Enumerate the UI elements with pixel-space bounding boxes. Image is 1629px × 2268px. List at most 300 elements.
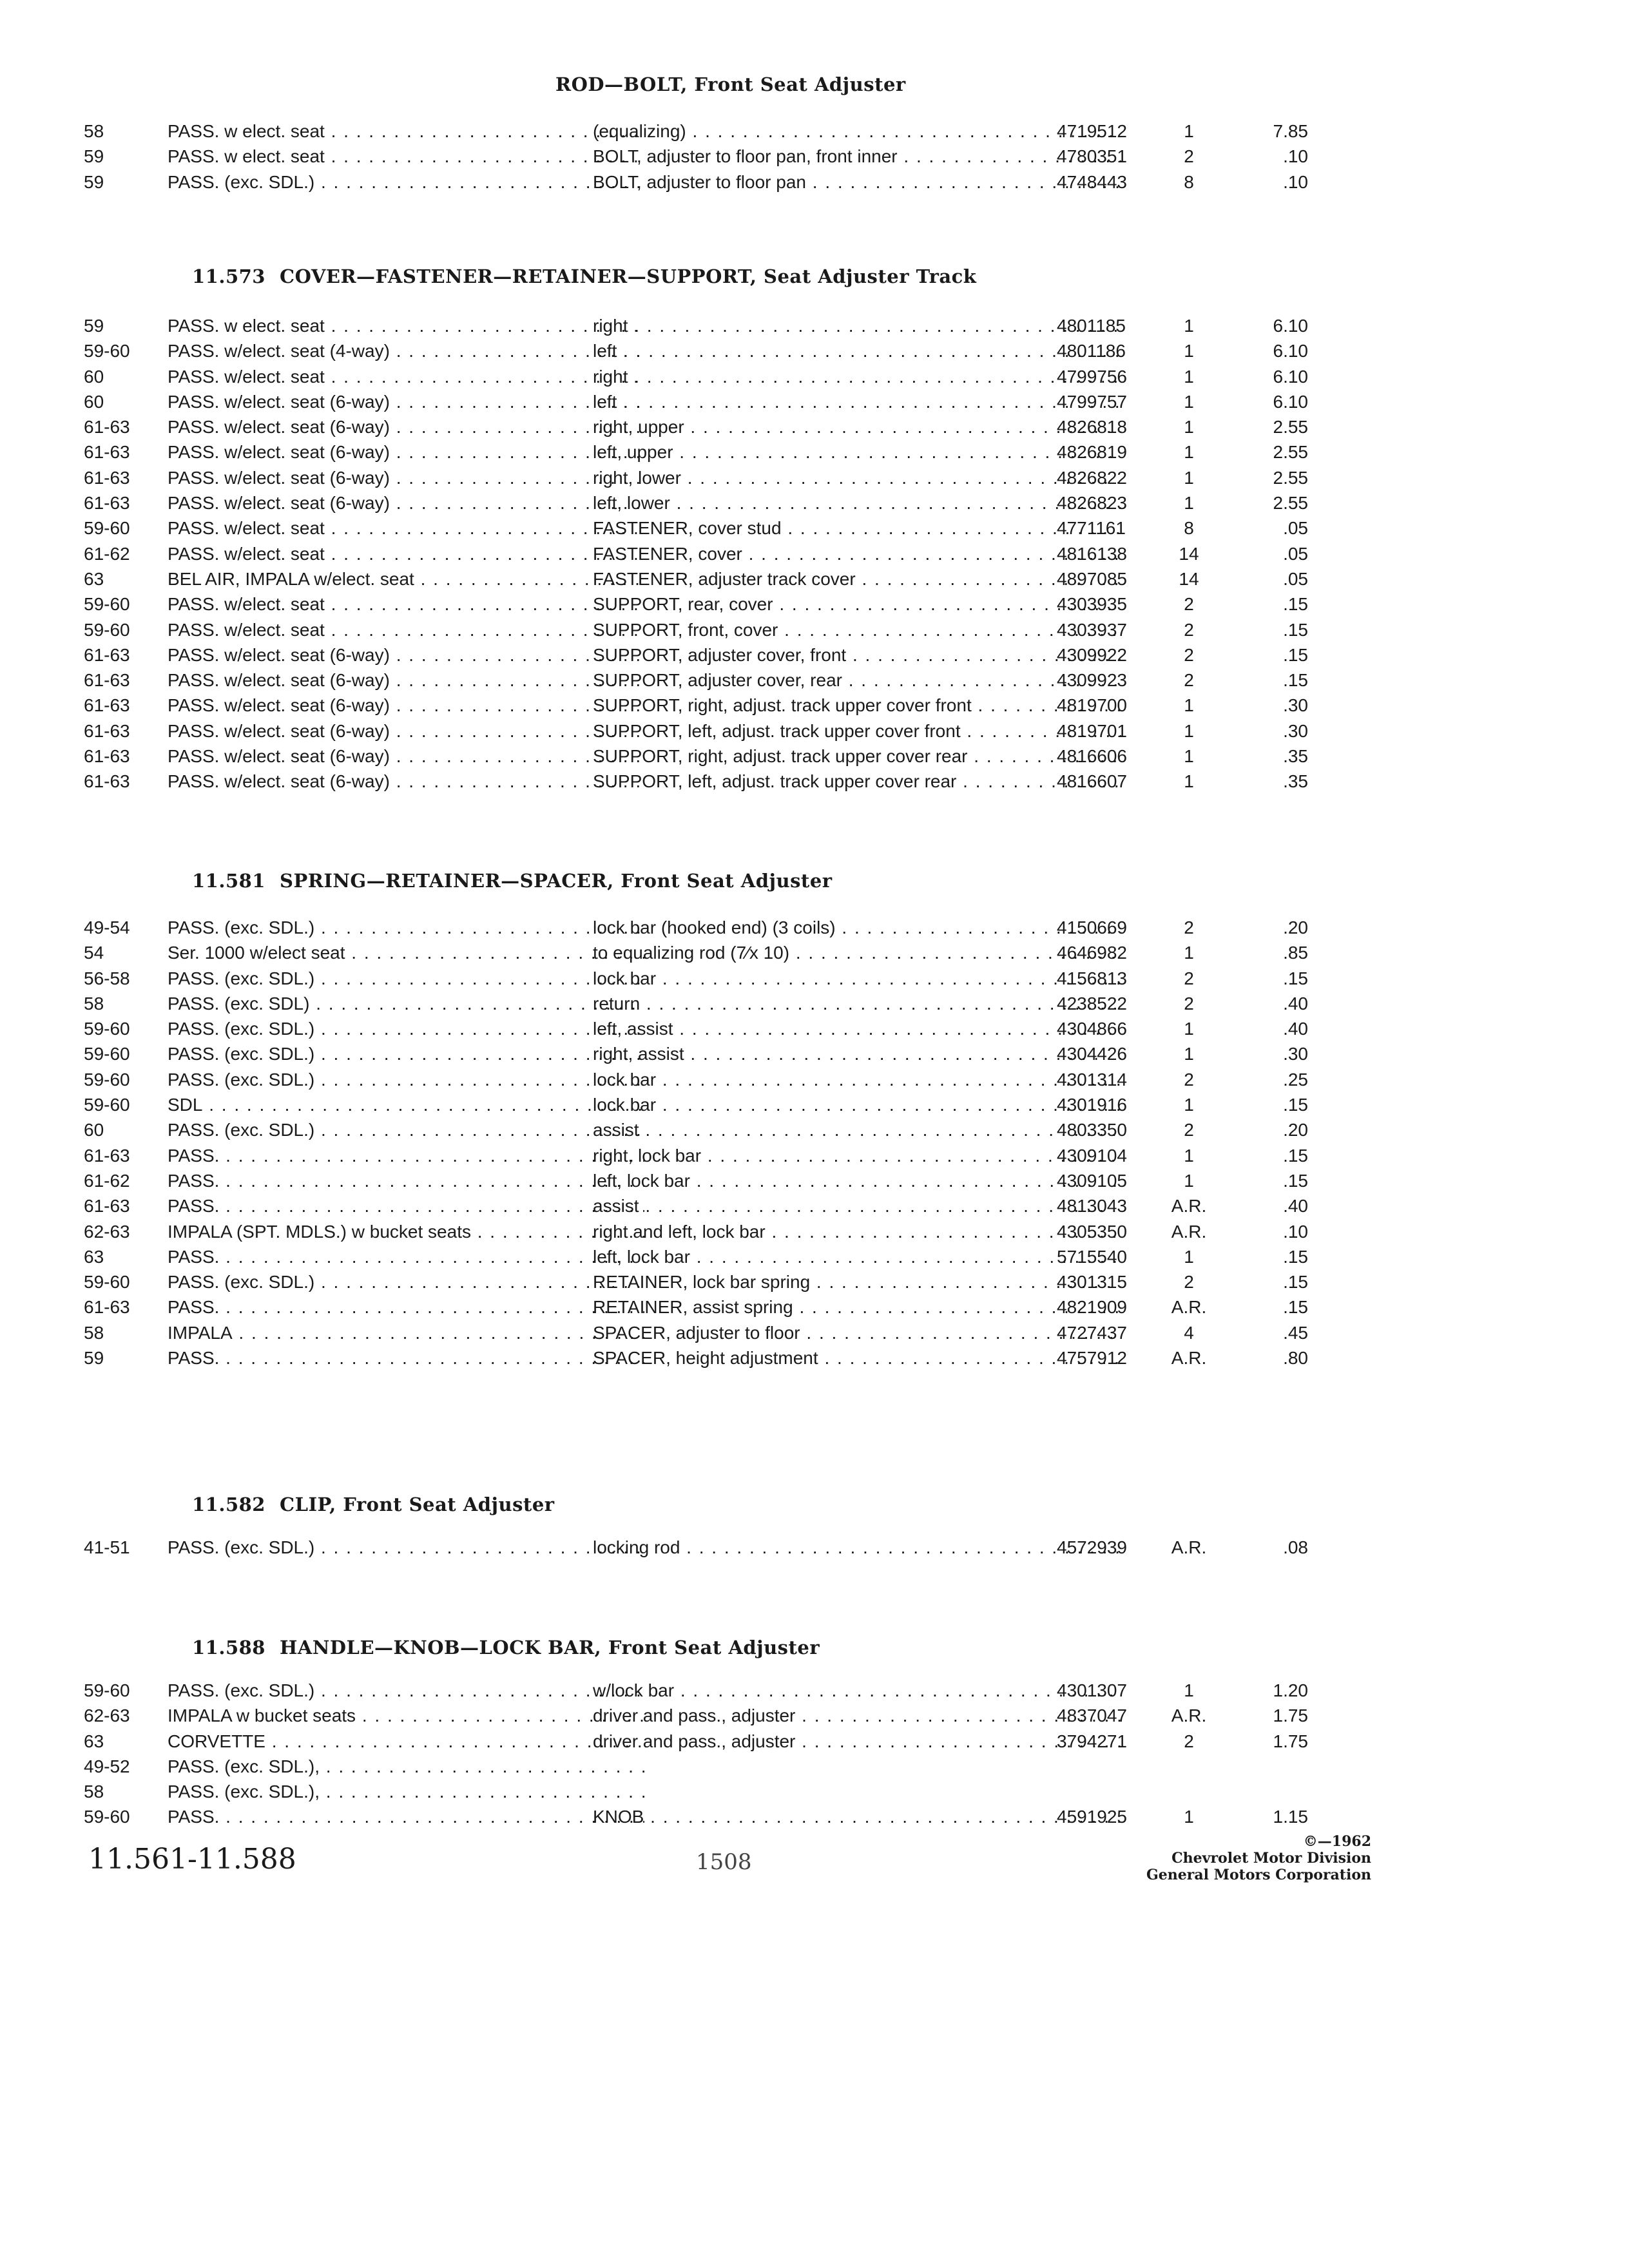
model-year-text: 49-54 — [84, 918, 130, 937]
model-application — [168, 389, 644, 414]
quantity-text: A.R. — [1171, 1221, 1207, 1242]
quantity-text: A.R. — [1171, 1297, 1207, 1318]
price-text: .15 — [1283, 1272, 1308, 1293]
copyright-division: Chevrolet Motor Division — [1171, 1850, 1371, 1867]
price-text: 1.15 — [1273, 1807, 1308, 1827]
quantity — [1153, 1703, 1224, 1728]
part-number — [1057, 991, 1153, 1016]
part-number — [1057, 566, 1153, 591]
quantity-text: 14 — [1179, 568, 1199, 589]
model-application-text: PASS. w/elect. seat — [168, 594, 325, 615]
quantity — [1153, 1729, 1224, 1754]
model-application — [168, 541, 644, 566]
price — [1231, 769, 1308, 794]
part-description — [593, 1294, 1121, 1320]
model-year-text: 61-63 — [84, 644, 130, 665]
price-text: .80 — [1283, 1348, 1308, 1369]
section-title: ROD—BOLT, Front Seat Adjuster — [555, 73, 906, 95]
price-text: 1.20 — [1273, 1680, 1308, 1700]
price-text: .30 — [1283, 720, 1308, 741]
quantity-text: 1 — [1184, 1095, 1194, 1115]
quantity-text: 1 — [1184, 121, 1194, 141]
part-description — [593, 991, 1121, 1016]
table-row — [84, 915, 1308, 940]
model-year-text: 59 — [84, 146, 104, 167]
price — [1231, 515, 1308, 541]
part-number-text: 4303937 — [1057, 619, 1128, 640]
price — [1231, 617, 1308, 642]
price — [1231, 169, 1308, 195]
price — [1231, 668, 1308, 693]
quantity-text: 1 — [1184, 1145, 1194, 1166]
part-description-text: left, upper — [593, 442, 673, 463]
model-year — [84, 490, 161, 515]
part-description — [593, 940, 1121, 965]
model-application-text: IMPALA (SPT. MDLS.) w bucket seats — [168, 1221, 471, 1242]
model-year-text: 61-62 — [84, 543, 130, 564]
part-number-text: 4309922 — [1057, 644, 1128, 665]
model-application-text: CORVETTE — [168, 1731, 265, 1751]
quantity — [1153, 991, 1224, 1016]
quantity-text: 1 — [1184, 467, 1194, 488]
part-description-text: SUPPORT, adjuster cover, front — [593, 644, 847, 665]
model-application — [168, 1804, 644, 1829]
table-row — [84, 465, 1308, 490]
part-description-text: left, lock bar — [593, 1246, 690, 1267]
section-table — [84, 1678, 1308, 1830]
part-number — [1057, 1041, 1153, 1066]
model-application-text: PASS. — [168, 1246, 220, 1267]
quantity — [1153, 966, 1224, 991]
part-description — [593, 1193, 1121, 1218]
price-text: .40 — [1283, 1196, 1308, 1216]
model-application-text: PASS. — [168, 1145, 220, 1166]
part-description — [593, 1345, 1121, 1370]
model-year — [84, 439, 161, 465]
part-description — [593, 1703, 1121, 1728]
model-application — [168, 591, 644, 617]
quantity — [1153, 169, 1224, 195]
part-description — [593, 591, 1121, 617]
model-year — [84, 313, 161, 338]
part-description-text: left, lower — [593, 493, 670, 514]
model-year-text: 59-60 — [84, 1807, 130, 1827]
quantity — [1153, 1092, 1224, 1117]
quantity-text: 1 — [1184, 695, 1194, 716]
model-year — [84, 1219, 161, 1244]
model-application — [168, 1244, 644, 1269]
part-description-text: SPACER, adjuster to floor — [593, 1322, 800, 1343]
part-description — [593, 668, 1121, 693]
part-description — [593, 566, 1121, 591]
model-application-text: PASS. w/elect. seat (6-way) — [168, 467, 390, 488]
section-table — [84, 313, 1308, 794]
price — [1231, 144, 1308, 169]
model-application — [168, 313, 644, 338]
part-description-text: right and left, lock bar — [593, 1221, 766, 1242]
quantity-text: 1 — [1184, 1680, 1194, 1700]
price — [1231, 1535, 1308, 1560]
table-row — [84, 1804, 1308, 1829]
price — [1231, 1345, 1308, 1370]
part-number — [1057, 693, 1153, 718]
price-text: 7.85 — [1273, 121, 1308, 141]
model-year-text: 59-60 — [84, 619, 130, 640]
model-year-text: 59-60 — [84, 1680, 130, 1700]
model-application — [168, 364, 644, 389]
price-text: 2.55 — [1273, 417, 1308, 437]
model-year — [84, 718, 161, 744]
model-year — [84, 1193, 161, 1218]
table-row — [84, 769, 1308, 794]
model-year — [84, 1168, 161, 1193]
model-year — [84, 1041, 161, 1066]
section-title: 11.573 COVER—FASTENER—RETAINER—SUPPORT, Seat Adjuster Track — [192, 265, 977, 287]
part-description-text: lock bar — [593, 968, 657, 988]
part-number — [1057, 313, 1153, 338]
model-year-text: 63 — [84, 1731, 104, 1751]
part-number — [1057, 338, 1153, 363]
model-year — [84, 1117, 161, 1142]
price-text: .15 — [1283, 1297, 1308, 1318]
section-table — [84, 915, 1308, 1370]
model-year — [84, 119, 161, 144]
model-year — [84, 389, 161, 414]
quantity — [1153, 1244, 1224, 1269]
model-year-text: 62-63 — [84, 1221, 130, 1242]
model-year — [84, 1345, 161, 1370]
part-number-text: 4304426 — [1057, 1044, 1128, 1064]
quantity-text: 1 — [1184, 943, 1194, 963]
part-number — [1057, 591, 1153, 617]
quantity-text: 2 — [1184, 1120, 1194, 1140]
price-text: .08 — [1283, 1537, 1308, 1557]
table-row — [84, 1779, 1308, 1804]
model-application-text: PASS. (exc. SDL.) — [168, 968, 315, 988]
part-description-text: SUPPORT, right, adjust. track upper cover rear — [593, 746, 968, 767]
price — [1231, 1117, 1308, 1142]
model-year-text: 61-63 — [84, 417, 130, 437]
section-table — [84, 119, 1308, 195]
model-application-text: BEL AIR, IMPALA w/elect. seat — [168, 568, 414, 589]
model-year-text: 59 — [84, 171, 104, 192]
model-application — [168, 490, 644, 515]
part-number-text: 4826819 — [1057, 442, 1128, 463]
part-number-text: 4816138 — [1057, 543, 1128, 564]
part-number — [1057, 1729, 1153, 1754]
part-description — [593, 144, 1121, 169]
model-year — [84, 1779, 161, 1804]
model-application-text: PASS. w/elect. seat (6-way) — [168, 417, 390, 437]
model-year — [84, 693, 161, 718]
part-number — [1057, 490, 1153, 515]
model-application-text: PASS. w elect. seat — [168, 316, 325, 336]
table-row — [84, 144, 1308, 169]
price — [1231, 119, 1308, 144]
model-application — [168, 1193, 644, 1218]
model-application — [168, 1092, 644, 1117]
quantity — [1153, 414, 1224, 439]
model-year-text: 59-60 — [84, 1044, 130, 1064]
table-row — [84, 541, 1308, 566]
table-row — [84, 1294, 1308, 1320]
model-year-text: 61-63 — [84, 467, 130, 488]
price-text: .15 — [1283, 644, 1308, 665]
price-text: .15 — [1283, 1246, 1308, 1267]
table-row — [84, 1320, 1308, 1345]
price — [1231, 364, 1308, 389]
model-application — [168, 966, 644, 991]
quantity — [1153, 769, 1224, 794]
part-description — [593, 119, 1121, 144]
price — [1231, 389, 1308, 414]
price — [1231, 1041, 1308, 1066]
model-year-text: 58 — [84, 993, 104, 1014]
part-description — [593, 1219, 1121, 1244]
table-row — [84, 1168, 1308, 1193]
model-application-text: PASS. w/elect. seat (6-way) — [168, 391, 390, 412]
copyright-corporation: General Motors Corporation — [1146, 1867, 1371, 1883]
model-application-text: PASS. — [168, 1348, 220, 1369]
quantity-text: 2 — [1184, 644, 1194, 665]
quantity-text: 2 — [1184, 1272, 1194, 1293]
table-row — [84, 1143, 1308, 1168]
quantity-text: 1 — [1184, 1246, 1194, 1267]
part-description-text: SUPPORT, adjuster cover, rear — [593, 670, 842, 691]
model-application-text: PASS. w/elect. seat (6-way) — [168, 670, 390, 691]
model-year — [84, 541, 161, 566]
model-year-text: 59-60 — [84, 518, 130, 539]
model-application-text: PASS. w/elect. seat (6-way) — [168, 493, 390, 514]
table-row — [84, 1535, 1308, 1560]
part-number-text: 4897085 — [1057, 568, 1128, 589]
model-year — [84, 1269, 161, 1294]
model-year — [84, 769, 161, 794]
part-description-text: left — [593, 391, 617, 412]
quantity — [1153, 465, 1224, 490]
table-row — [84, 389, 1308, 414]
model-application-text: PASS. w/elect. seat (6-way) — [168, 771, 390, 792]
part-description — [593, 1244, 1121, 1269]
part-description-text: right, assist — [593, 1044, 684, 1064]
table-row — [84, 744, 1308, 769]
model-year-text: 59-60 — [84, 594, 130, 615]
price — [1231, 718, 1308, 744]
price-text: .10 — [1283, 171, 1308, 192]
quantity-text: 1 — [1184, 1019, 1194, 1039]
part-number — [1057, 1067, 1153, 1092]
quantity-text: 1 — [1184, 746, 1194, 767]
price — [1231, 693, 1308, 718]
quantity — [1153, 364, 1224, 389]
table-row — [84, 1219, 1308, 1244]
model-application — [168, 1269, 644, 1294]
quantity — [1153, 490, 1224, 515]
price — [1231, 591, 1308, 617]
table-row — [84, 940, 1308, 965]
price-text: 2.55 — [1273, 493, 1308, 514]
model-application-text: IMPALA — [168, 1322, 233, 1343]
quantity-text: A.R. — [1171, 1706, 1207, 1726]
price — [1231, 1016, 1308, 1041]
model-application-text: PASS. (exc. SDL.) — [168, 1069, 315, 1090]
quantity — [1153, 1294, 1224, 1320]
table-row — [84, 515, 1308, 541]
model-application-text: PASS. (exc. SDL.) — [168, 1044, 315, 1064]
quantity — [1153, 693, 1224, 718]
model-year — [84, 515, 161, 541]
model-application — [168, 1294, 644, 1320]
part-description — [593, 1804, 1121, 1829]
price — [1231, 566, 1308, 591]
part-description-text: locking rod — [593, 1537, 680, 1557]
part-number — [1057, 940, 1153, 965]
price-text: .15 — [1283, 619, 1308, 640]
quantity-text: 2 — [1184, 619, 1194, 640]
price-text: .20 — [1283, 918, 1308, 937]
model-year — [84, 169, 161, 195]
model-year — [84, 1535, 161, 1560]
model-application-text: PASS. w/elect. seat (4-way) — [168, 341, 390, 361]
part-number — [1057, 1168, 1153, 1193]
model-year-text: 63 — [84, 568, 104, 589]
table-row — [84, 668, 1308, 693]
part-number — [1057, 389, 1153, 414]
section-title: 11.588 HANDLE—KNOB—LOCK BAR, Front Seat Adjuster — [192, 1637, 820, 1658]
model-year — [84, 1143, 161, 1168]
model-year — [84, 1092, 161, 1117]
model-year-text: 49-52 — [84, 1756, 130, 1776]
model-application — [168, 769, 644, 794]
part-number-text: 4757912 — [1057, 1348, 1128, 1369]
part-description — [593, 414, 1121, 439]
part-number — [1057, 1193, 1153, 1218]
price-text: .15 — [1283, 1145, 1308, 1166]
price — [1231, 1804, 1308, 1829]
price — [1231, 1143, 1308, 1168]
part-number-text: 4303935 — [1057, 594, 1128, 615]
model-year-text: 61-63 — [84, 695, 130, 716]
model-application — [168, 439, 644, 465]
model-application-text: PASS. w/elect. seat — [168, 366, 325, 387]
model-year-text: 63 — [84, 1246, 104, 1267]
model-year — [84, 1016, 161, 1041]
part-number — [1057, 617, 1153, 642]
price — [1231, 1703, 1308, 1728]
part-number — [1057, 144, 1153, 169]
price — [1231, 414, 1308, 439]
table-row — [84, 1754, 1308, 1779]
quantity — [1153, 389, 1224, 414]
model-year — [84, 1320, 161, 1345]
section-title: 11.581 SPRING—RETAINER—SPACER, Front Seat Adjuster — [192, 870, 833, 892]
part-description-text: SUPPORT, left, adjust. track upper cover rear — [593, 771, 957, 792]
part-number — [1057, 718, 1153, 744]
quantity — [1153, 439, 1224, 465]
part-number-text: 4309104 — [1057, 1145, 1128, 1166]
price — [1231, 1244, 1308, 1269]
model-year-text: 61-63 — [84, 493, 130, 514]
model-year — [84, 915, 161, 940]
price-text: .15 — [1283, 670, 1308, 691]
table-row — [84, 1703, 1308, 1728]
part-number — [1057, 966, 1153, 991]
part-description-text: SUPPORT, rear, cover — [593, 594, 773, 615]
part-description — [593, 490, 1121, 515]
part-description-text: right — [593, 366, 628, 387]
part-description — [593, 1168, 1121, 1193]
table-row — [84, 1041, 1308, 1066]
model-application — [168, 1016, 644, 1041]
section-table — [84, 1535, 1308, 1560]
model-year-text: 61-63 — [84, 746, 130, 767]
price-text: 2.55 — [1273, 467, 1308, 488]
table-row — [84, 1729, 1308, 1754]
part-description — [593, 1041, 1121, 1066]
part-number-text: 4837047 — [1057, 1706, 1128, 1726]
model-year — [84, 465, 161, 490]
part-number — [1057, 1117, 1153, 1142]
part-description — [593, 338, 1121, 363]
part-number-text: 4156813 — [1057, 968, 1128, 988]
part-description — [593, 169, 1121, 195]
table-row — [84, 1345, 1308, 1370]
model-application — [168, 642, 644, 668]
model-application-text: PASS. (exc. SDL.) — [168, 1120, 315, 1140]
part-description — [593, 966, 1121, 991]
quantity — [1153, 1193, 1224, 1218]
part-number-text: 4826818 — [1057, 417, 1128, 437]
part-description-text: right, upper — [593, 417, 684, 437]
part-description-text: right, lower — [593, 467, 681, 488]
model-year-text: 60 — [84, 366, 104, 387]
model-year-text: 61-63 — [84, 442, 130, 463]
quantity — [1153, 642, 1224, 668]
model-year-text: 58 — [84, 121, 104, 141]
model-year-text: 41-51 — [84, 1537, 130, 1557]
model-year — [84, 642, 161, 668]
model-application — [168, 1345, 644, 1370]
quantity-text: 1 — [1184, 341, 1194, 361]
part-description — [593, 617, 1121, 642]
part-number — [1057, 414, 1153, 439]
model-year — [84, 338, 161, 363]
model-application — [168, 668, 644, 693]
part-number-text: 4305350 — [1057, 1221, 1128, 1242]
model-year — [84, 617, 161, 642]
model-application — [168, 718, 644, 744]
model-application-text: SDL — [168, 1095, 203, 1115]
quantity-text: 1 — [1184, 442, 1194, 463]
quantity-text: 2 — [1184, 968, 1194, 988]
part-description — [593, 1143, 1121, 1168]
part-description-text: RETAINER, lock bar spring — [593, 1272, 811, 1293]
part-description-text: assist — [593, 1120, 639, 1140]
part-description-text: SUPPORT, front, cover — [593, 619, 778, 640]
part-description — [593, 1535, 1121, 1560]
price — [1231, 1294, 1308, 1320]
part-number-text: 4719512 — [1057, 121, 1128, 141]
part-description — [593, 1678, 1121, 1703]
part-description-text: left, lock bar — [593, 1170, 690, 1191]
model-year — [84, 144, 161, 169]
price-text: .15 — [1283, 1095, 1308, 1115]
part-number — [1057, 1678, 1153, 1703]
model-application — [168, 1779, 644, 1804]
model-application-text: PASS. w/elect. seat (6-way) — [168, 695, 390, 716]
quantity — [1153, 1143, 1224, 1168]
table-row — [84, 1193, 1308, 1218]
